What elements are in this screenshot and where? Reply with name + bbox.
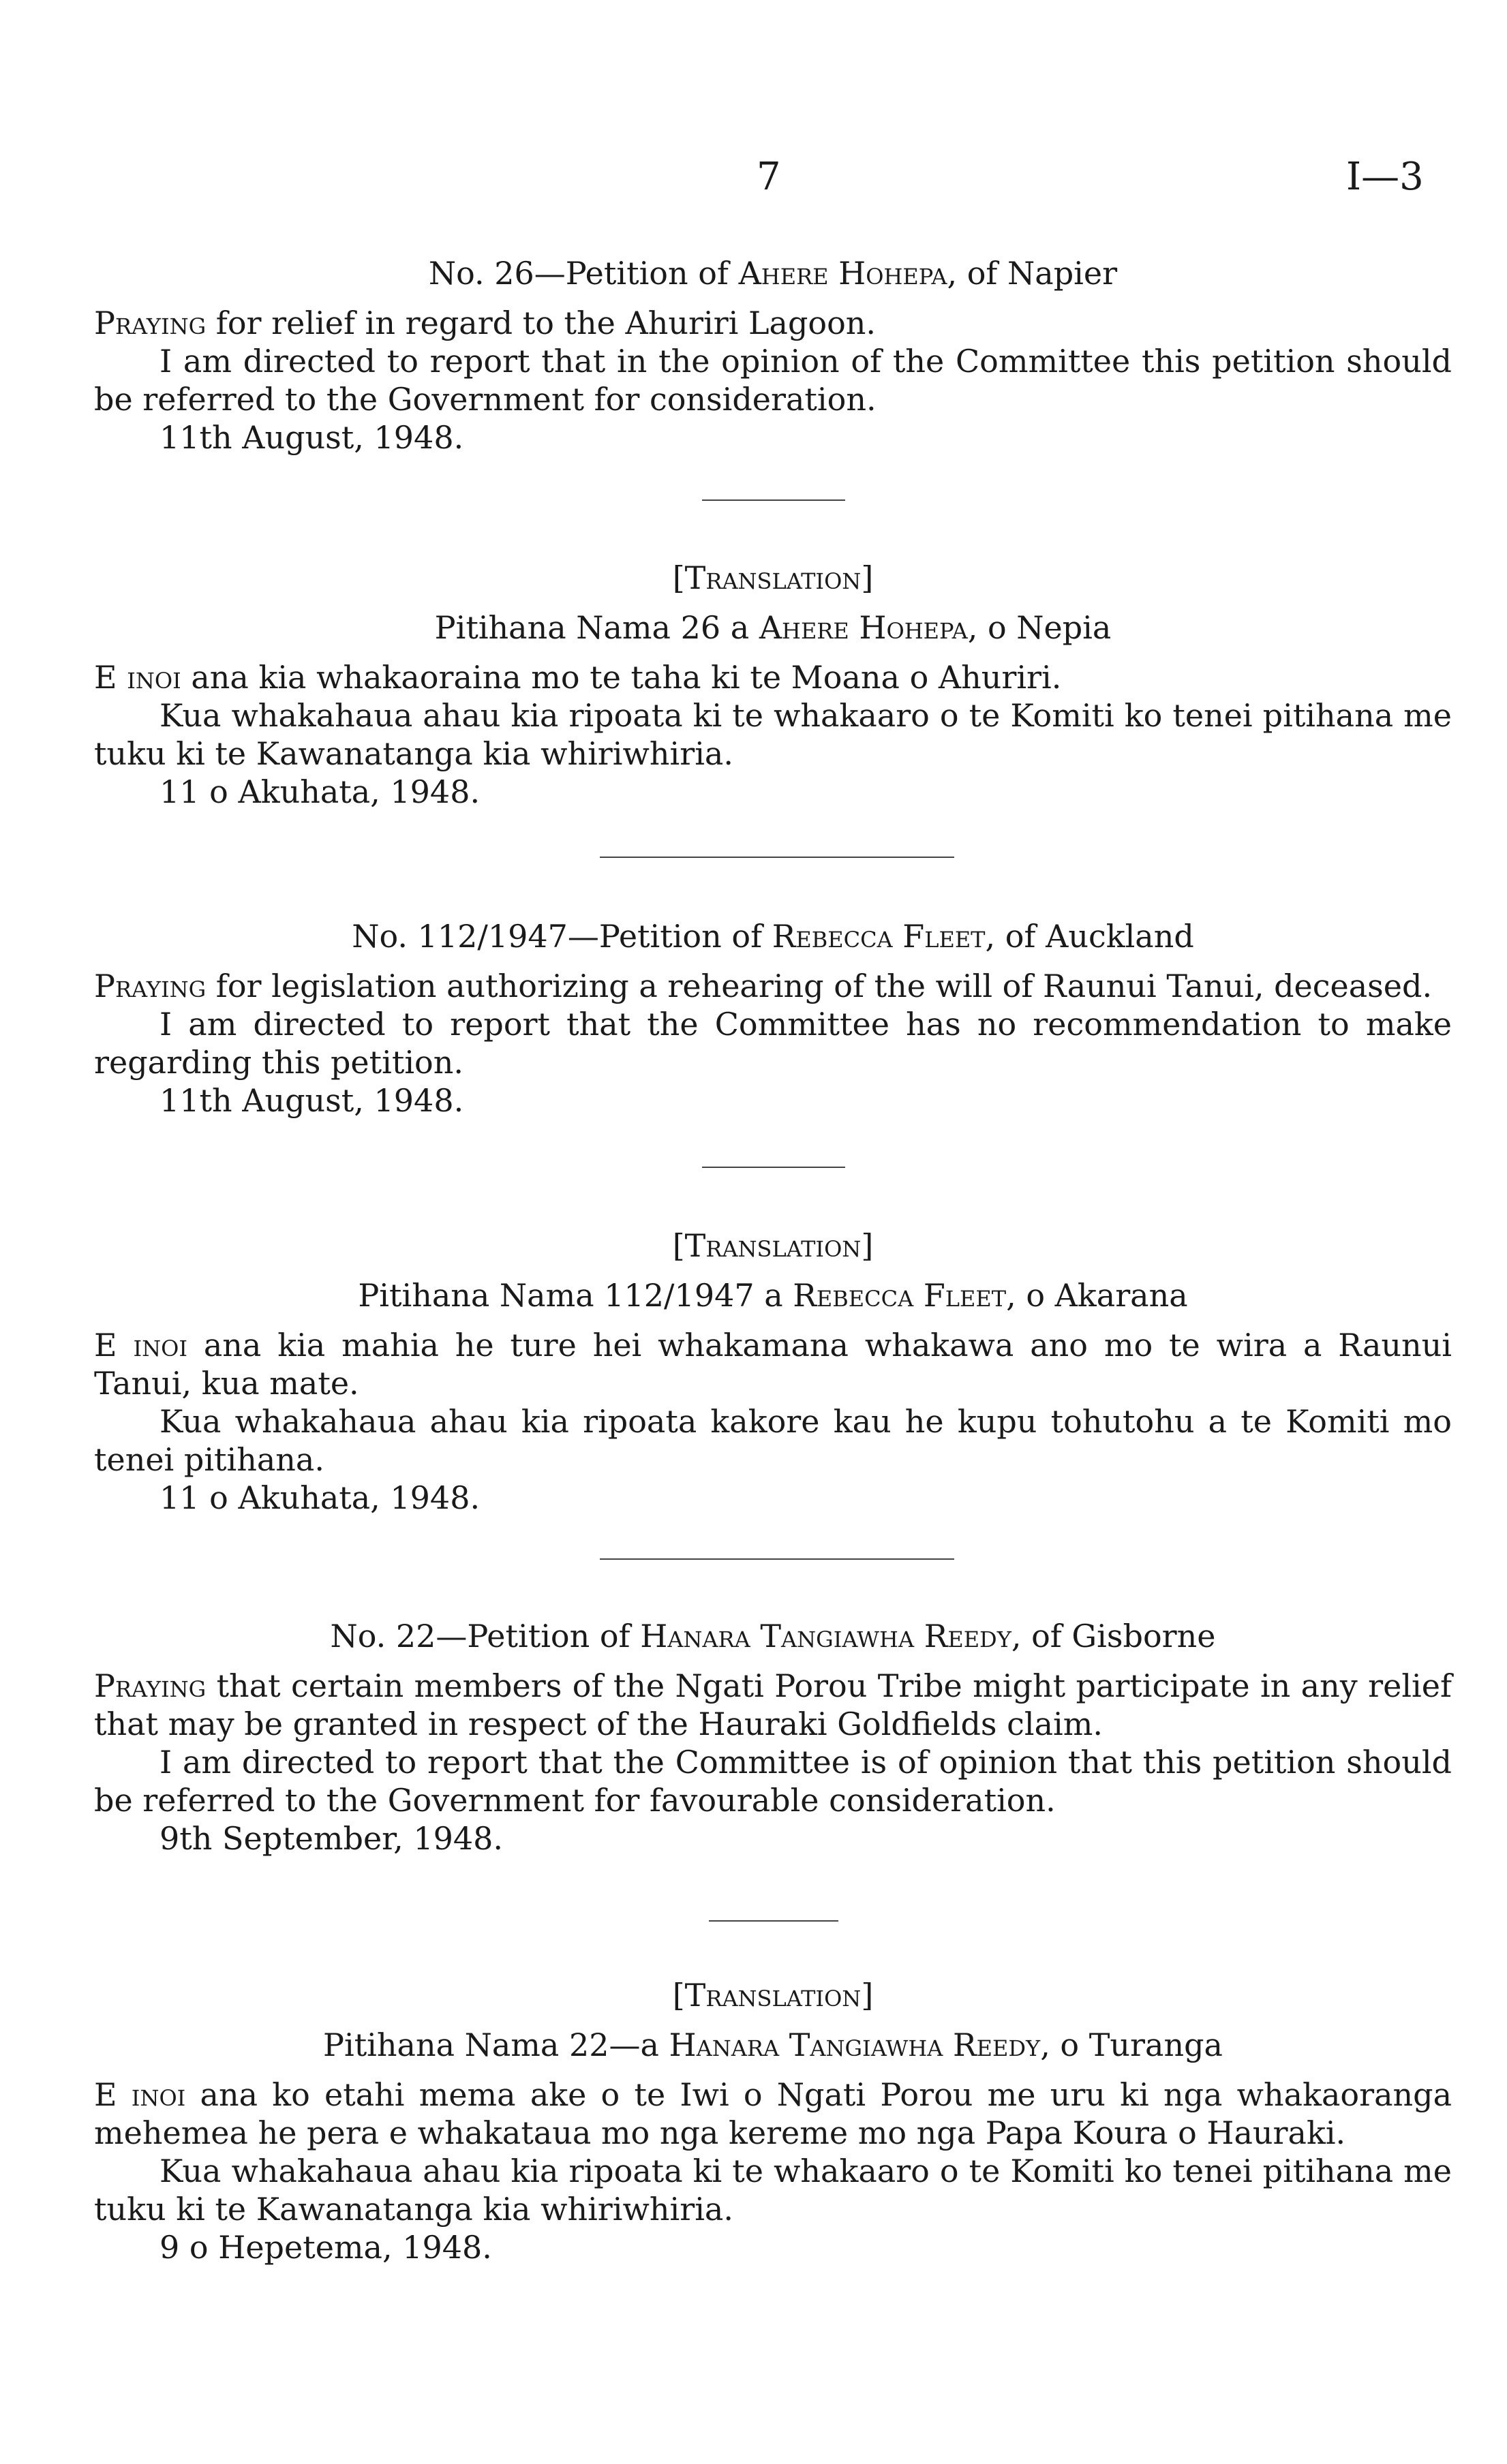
report-paragraph: Kua whakahaua ahau kia ripoata kakore kau he kupu tohutohu a te Komiti mo tenei pitihana.: [94, 1403, 1452, 1478]
petitioner-name: Ahere Hohepa: [738, 255, 947, 292]
date-line: 9th September, 1948.: [159, 1820, 504, 1857]
report-paragraph: I am directed to report that the Committee is of opinion that this petition should be referred to the Government for favourable consideration.: [94, 1744, 1452, 1819]
petitioner-name: Hanara Tangiawha Reedy: [640, 1618, 1011, 1654]
section-divider: [600, 1558, 954, 1560]
report-paragraph: I am directed to report that the Committee has no recommendation to make regarding this petition.: [94, 1006, 1452, 1081]
section-divider: [709, 1920, 838, 1922]
praying-paragraph: Praying that certain members of the Ngati Porou Tribe might participate in any relief that may be granted in respect of the Hauraki Goldfields claim.: [94, 1667, 1452, 1742]
date-line: 9 o Hepetema, 1948.: [159, 2229, 492, 2266]
petition-heading: Pitihana Nama 112/1947 a Rebecca Fleet, o Akarana: [358, 1277, 1188, 1314]
petitioner-name: Rebecca Fleet: [793, 1277, 1007, 1314]
petition-heading: No. 112/1947—Petition of Rebecca Fleet, of Auckland: [352, 918, 1194, 955]
report-paragraph: Kua whakahaua ahau kia ripoata ki te whakaaro o te Komiti ko tenei pitihana me tuku ki te Kawanatanga kia whiriwhiria.: [94, 2153, 1452, 2228]
praying-paragraph: E inoi ana kia mahia he ture hei whakamana whakawa ano mo te wira a Raunui Tanui, kua mate.: [94, 1327, 1452, 1402]
petition-heading: No. 26—Petition of Ahere Hohepa, of Napier: [428, 255, 1118, 292]
petition-112-section: [94, 917, 1452, 1120]
date-line: 11 o Akuhata, 1948.: [159, 1479, 481, 1516]
section-divider: [702, 499, 845, 501]
petitioner-name: Ahere Hohepa: [759, 609, 968, 646]
translation-label: [Translation]: [672, 559, 874, 596]
translation-label: [Translation]: [672, 1227, 874, 1264]
petition-22-section: [94, 1616, 1452, 1858]
report-paragraph: I am directed to report that in the opinion of the Committee this petition should be referred to the Government for consideration.: [94, 343, 1452, 418]
translation-26-section: [94, 559, 1452, 811]
document-reference: I—3: [1346, 155, 1424, 199]
date-line: 11th August, 1948.: [159, 419, 464, 456]
page-number: 7: [757, 155, 781, 199]
translation-22-section: [94, 1976, 1452, 2266]
translation-label: [Translation]: [672, 1977, 874, 2014]
petition-heading: No. 22—Petition of Hanara Tangiawha Reedy, of Gisborne: [330, 1618, 1216, 1654]
report-paragraph: Kua whakahaua ahau kia ripoata ki te whakaaro o te Komiti ko tenei pitihana me tuku ki te Kawanatanga kia whiriwhiria.: [94, 697, 1452, 772]
translation-112-section: [94, 1227, 1452, 1517]
petitioner-name: Rebecca Fleet: [772, 918, 986, 955]
petition-heading: Pitihana Nama 26 a Ahere Hohepa, o Nepia: [434, 609, 1112, 646]
praying-paragraph: E inoi ana kia whakaoraina mo te taha ki te Moana o Ahuriri.: [94, 659, 1062, 696]
petition-heading: Pitihana Nama 22—a Hanara Tangiawha Reedy, o Turanga: [323, 2027, 1223, 2063]
praying-paragraph: E inoi ana ko etahi mema ake o te Iwi o Ngati Porou me uru ki nga whakaoranga mehemea he pera e whakataua mo nga kereme mo nga Papa Koura o Hauraki.: [94, 2076, 1452, 2151]
section-divider: [600, 857, 954, 858]
petition-26-section: [94, 253, 1452, 457]
praying-paragraph: Praying for relief in regard to the Ahuriri Lagoon.: [94, 305, 877, 341]
section-divider: [702, 1167, 845, 1168]
petitioner-name: Hanara Tangiawha Reedy: [669, 2027, 1041, 2063]
date-line: 11th August, 1948.: [159, 1082, 464, 1119]
date-line: 11 o Akuhata, 1948.: [159, 773, 481, 810]
praying-paragraph: Praying for legislation authorizing a rehearing of the will of Raunui Tanui, deceased.: [94, 968, 1433, 1004]
